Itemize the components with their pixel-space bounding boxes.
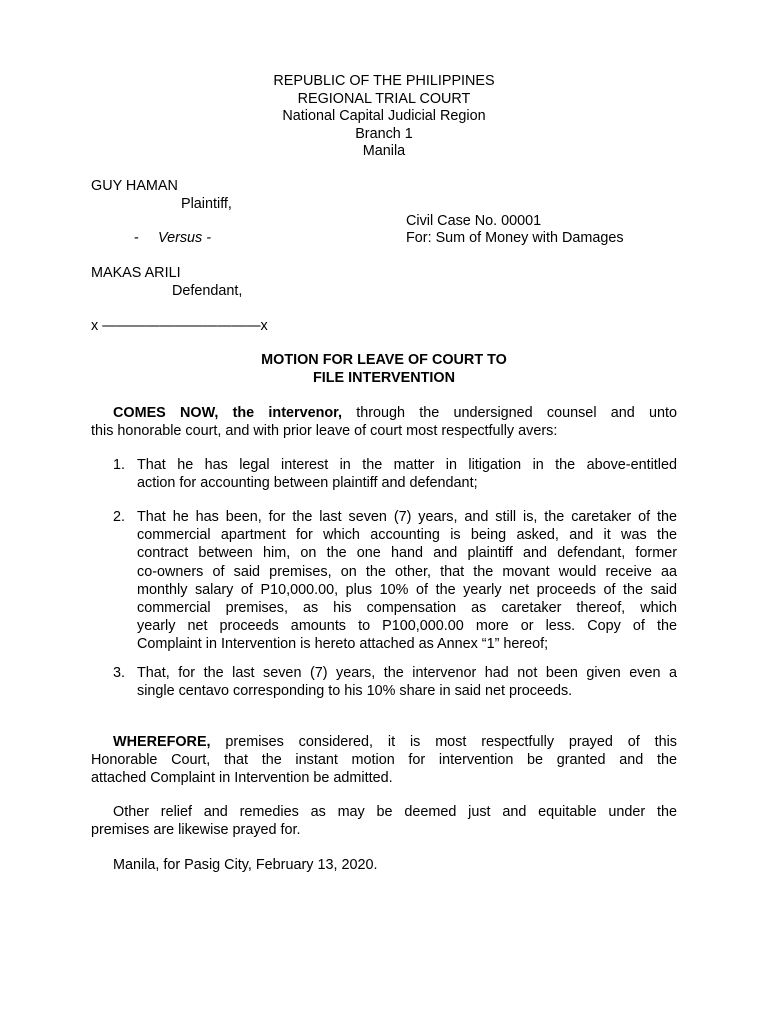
list-item-3 — [113, 664, 677, 700]
versus-label: Versus - — [158, 230, 212, 246]
header-city: Manila — [362, 143, 406, 159]
header-region: National Capital Judicial Region — [282, 108, 486, 124]
list-number: 1. — [113, 457, 126, 473]
defendant-label: Defendant, — [172, 283, 243, 299]
list-line: commercial apartment for which accounting is being asked, and it was the — [137, 527, 677, 544]
list-line: yearly net proceeds amounts to P100,000.00 more or less. Copy of the — [137, 618, 677, 635]
list-line: Complaint in Intervention is hereto attached as Annex “1” hereof; — [137, 636, 549, 653]
list-line: co-owners of said premises, on the other, that the movant would receive aa — [137, 563, 677, 580]
other-relief-paragraph — [91, 803, 677, 839]
motion-title-line1: MOTION FOR LEAVE OF COURT TO — [261, 352, 507, 368]
list-line: single centavo corresponding to his 10% share in said net proceeds. — [137, 683, 573, 700]
list-line: contract between him, on the one hand and plaintiff and defendant, former — [137, 545, 677, 562]
other-relief-line1: Other relief and remedies as may be deemed just and equitable under the — [113, 804, 677, 820]
header-republic: REPUBLIC OF THE PHILIPPINES — [273, 73, 495, 89]
list-item-2 — [113, 508, 677, 654]
intro-paragraph — [91, 404, 677, 440]
intro-line2: this honorable court, and with prior leave of court most respectfully avers: — [91, 423, 558, 440]
other-relief-line2: premises are likewise prayed for. — [91, 822, 301, 839]
wherefore-paragraph — [91, 733, 677, 788]
versus-dash: - — [134, 230, 139, 246]
civil-case-number: Civil Case No. 00001 — [406, 213, 542, 229]
intro-line1-rest: through the undersigned counsel and unto — [341, 405, 677, 421]
list-line: That he has legal interest in the matter in litigation in the above-entitled — [137, 457, 677, 473]
list-line: action for accounting between plaintiff and defendant; — [137, 475, 478, 492]
motion-title-line2: FILE INTERVENTION — [312, 370, 456, 386]
list-number: 3. — [113, 665, 126, 681]
caption-separator: x ———————————x — [91, 318, 268, 334]
plaintiff-name: GUY HAMAN — [91, 178, 178, 194]
wherefore-line3: attached Complaint in Intervention be admitted. — [91, 770, 393, 787]
date-line: Manila, for Pasig City, February 13, 2020. — [113, 857, 378, 873]
wherefore-line1 — [91, 733, 677, 751]
case-nature: For: Sum of Money with Damages — [406, 230, 624, 246]
wherefore-bold-lead: WHEREFORE, — [113, 734, 211, 750]
list-line: monthly salary of P10,000.00, plus 10% of the yearly net proceeds of the said — [137, 581, 677, 598]
wherefore-line2: Honorable Court, that the instant motion for intervention be granted and the — [91, 752, 677, 769]
list-line: That he has been, for the last seven (7) years, and still is, the caretaker of the — [137, 509, 677, 525]
intro-bold-lead: COMES NOW, the intervenor, — [113, 405, 342, 421]
defendant-name: MAKAS ARILI — [91, 265, 181, 281]
list-line: That, for the last seven (7) years, the intervenor had not been given even a — [137, 665, 677, 681]
list-item-1 — [113, 456, 677, 492]
plaintiff-label: Plaintiff, — [181, 196, 232, 212]
wherefore-line1-rest: premises considered, it is most respectfully prayed of this — [210, 734, 677, 750]
list-number: 2. — [113, 509, 126, 525]
header-branch: Branch 1 — [355, 126, 413, 142]
header-court: REGIONAL TRIAL COURT — [297, 91, 471, 107]
list-line: commercial premises, as his compensation as caretaker thereof, which — [137, 600, 677, 617]
intro-line1 — [91, 404, 677, 422]
